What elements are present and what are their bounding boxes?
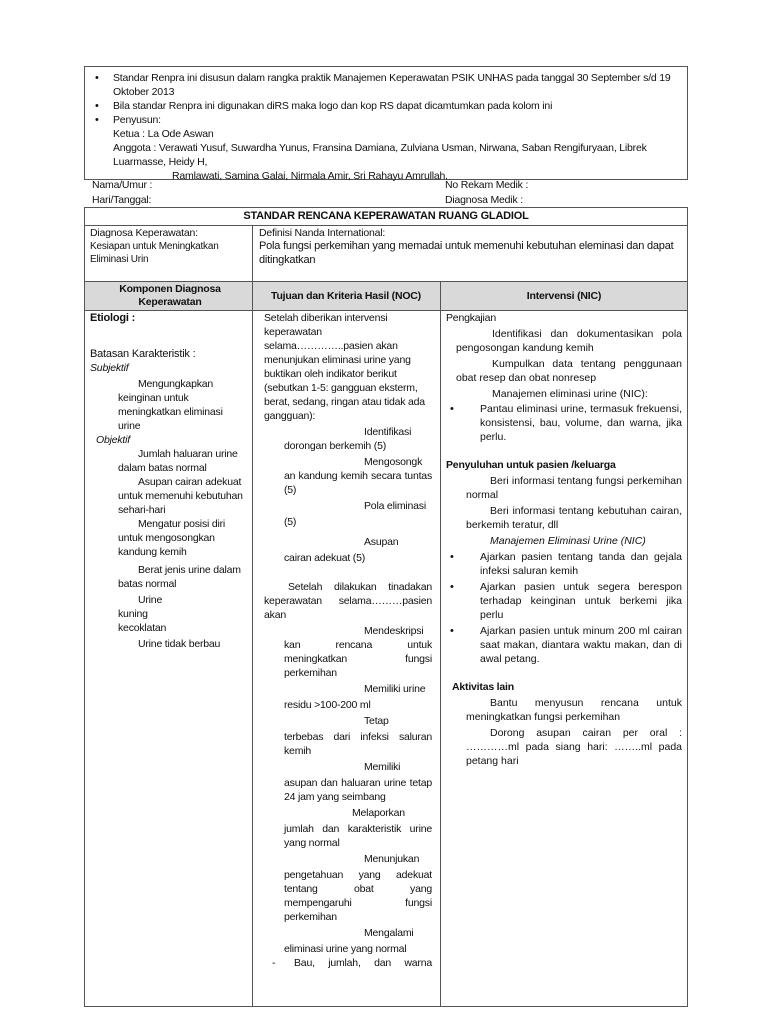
noc-indicator-4-body: cairan adekuat (5) [284,552,366,564]
noc-criteria-3-body: terbebas dari infeksi saluran kemih [284,731,432,757]
pengkajian-label: Pengkajian [446,312,496,324]
nic-edu-bullets [446,550,682,666]
nic-edu-4: • Ajarkan pasien tentang tanda dan gejala infeksi saluran kemih [446,550,682,578]
noc-indicator-1-head: Identifikasi [364,426,412,438]
hari-tanggal-label: Hari/Tanggal: [92,194,152,206]
column-noc [264,311,432,970]
noc-criteria-4-head: Memiliki [364,761,401,773]
column-komponen [90,311,245,651]
column-header-noc: Tujuan dan Kriteria Hasil (NOC) [271,290,421,302]
nic-edu-6: • Ajarkan pasien untuk minum 200 ml cairan saat makan, diantara waktu makan, dan di awal petang. [446,624,682,666]
nama-umur-label: Nama/Umur : [92,179,153,191]
noc-criteria-7-head: Mengalami [364,927,414,939]
diagnosa-keperawatan-label: Diagnosa Keperawatan: [90,227,198,239]
noc-criteria-6-head: Menunjukan [364,853,420,865]
noc-criteria-6-body: pengetahuan yang adekuat tentang obat yang mempengaruhi fungsi perkemihan [284,869,432,923]
noc-intro-2: Setelah dilakukan tinadakan keperawatan selama………pasien akan [264,581,432,621]
objektif-item-4: Berat jenis urine dalam batas normal [118,564,241,590]
nic-item-1: Identifikasi dan dokumentasikan pola pengosongan kandung kemih [456,328,682,354]
nic-edu-1: Beri informasi tentang fungsi perkemihan normal [466,475,682,501]
intro-bullets [91,71,681,127]
noc-indicator-3-head: Pola eliminasi [364,500,426,512]
objektif-item-5: Urine kuning kecoklatan [118,594,167,634]
penyuluhan-label: Penyuluhan untuk pasien /keluarga [446,459,616,471]
ketua-line: Ketua : La Ode Aswan [113,128,214,140]
objektif-label: Objektif [96,434,130,446]
noc-indicator-4-head: Asupan [364,536,399,548]
etiologi-label: Etiologi : [90,312,136,324]
objektif-item-1: Jumlah haluaran urine dalam batas normal [118,448,238,474]
intro-box [84,66,688,180]
noc-criteria-2-head: Memiliki urine [364,683,426,695]
noc-criteria-1-body: kan rencana untuk meningkatkan fungsi perkemihan [284,639,432,679]
noc-criteria-5-body: jumlah dan karakteristik urine yang normal [284,823,432,849]
intro-bullet-1: • Standar Renpra ini disusun dalam rangka praktik Manajemen Keperawatan PSIK UNHAS pada tanggal 30 September s/d 19 Oktober 2013 [91,71,681,99]
batasan-label: Batasan Karakteristik : [90,348,196,360]
noc-criteria-8 [264,956,432,970]
nic-pengkajian-bullets [446,402,682,444]
objektif-item-2: Asupan cairan adekuat untuk memenuhi kebutuhan sehari-hari [118,476,243,516]
nic-edu-5: • Ajarkan pasien untuk segera berespon terhadap keinginan untuk berkemi jika perlu [446,580,682,622]
definisi-nanda-label: Definisi Nanda International: [259,227,386,239]
noc-indicator-2-head: Mengosongk [364,456,423,468]
nic-item-3: Manajemen eliminasi urine (NIC): [492,388,648,400]
anggota-line-1: Anggota : Verawati Yusuf, Suwardha Yunus, Fransina Damiana, Zulviana Usman, Nirwana, Saban Rengifuryaan, Librek Luarmasse, Heidy H, [113,142,647,168]
noc-indicator-1-body: dorongan berkemih (5) [284,440,387,452]
noc-criteria-8-text: Bau, jumlah, dan warna [294,957,432,969]
nic-item-4: • Pantau eliminasi urine, termasuk frekuensi, konsistensi, bau, volume, dan warna, jika perlu. [446,402,682,444]
nic-edu-2: Beri informasi tentang kebutuhan cairan, berkemih teratur, dll [466,505,682,531]
noc-criteria-4-body: asupan dan haluaran urine tetap 24 jam yang seimbang [284,777,432,803]
subjektif-item-1-text: Mengungkapkan keinginan untuk meningkatkan eliminasi urine [118,378,223,432]
noc-indicator-2-body: an kandung kemih secara tuntas (5) [284,470,432,496]
objektif-item-3: Mengatur posisi diri untuk mengosongkan kandung kemih [118,518,226,558]
intro-bullet-2: • Bila standar Renpra ini digunakan diRS maka logo dan kop RS dapat dicamtumkan pada kolom ini [91,99,681,113]
noc-criteria-7-body: eliminasi urine yang normal [284,943,407,955]
diagnosa-keperawatan-value: Kesiapan untuk Meningkatkan Eliminasi Urin [90,241,219,265]
anggota-line-2: Ramlawati, Samina Galai, Nirmala Amir, Sri Rahayu Amrullah. [172,170,448,182]
column-header-nic: Intervensi (NIC) [526,290,602,302]
aktivitas-label: Aktivitas lain [452,681,514,693]
noc-criteria-3-head: Tetap [364,715,389,727]
table-title: STANDAR RENCANA KEPERAWATAN RUANG GLADIOL [243,210,529,222]
noc-criteria-8-dash: - [272,957,276,969]
column-header-komponen: Komponen Diagnosa Keperawatan [119,283,221,308]
nic-activity-1: Bantu menyusun rencana untuk meningkatkan fungsi perkemihan [466,697,682,723]
noc-criteria-2-body: residu >100-200 ml [284,699,371,711]
noc-criteria-5-head: Melaporkan [352,807,405,819]
definisi-nanda-value: Pola fungsi perkemihan yang memadai untuk memenuhi kebutuhan eleminasi dan dapat ditingkatkan [259,240,674,266]
diagnosa-medik-label: Diagnosa Medik : [445,194,523,206]
noc-criteria-1-head: Mendeskripsi [364,625,424,637]
intro-bullet-3: • Penyusun: [91,113,681,127]
no-rekam-medik-label: No Rekam Medik : [445,179,529,191]
noc-indicator-3-body: (5) [284,516,297,528]
nic-edu-3: Manajemen Eliminasi Urine (NIC) [490,535,646,547]
noc-intro: Setelah diberikan intervensi keperawatan selama…………..pasien akan menunjukan eliminasi urine yang buktikan oleh indikator berikut (sebutkan 1-5: gangguan eksterm, berat, sedang, ringan atau tidak ada gangguan): [264,312,425,422]
nic-item-2: Kumpulkan data tentang penggunaan obat resep dan obat nonresep [456,358,682,384]
column-nic [446,311,682,768]
subjektif-label: Subjektif [90,362,129,374]
nic-activity-2: Dorong asupan cairan per oral : …………ml pada siang hari: ……..ml pada petang hari [466,727,682,767]
subjektif-item-1 [90,377,245,433]
objektif-item-6: Urine tidak berbau [138,638,221,650]
